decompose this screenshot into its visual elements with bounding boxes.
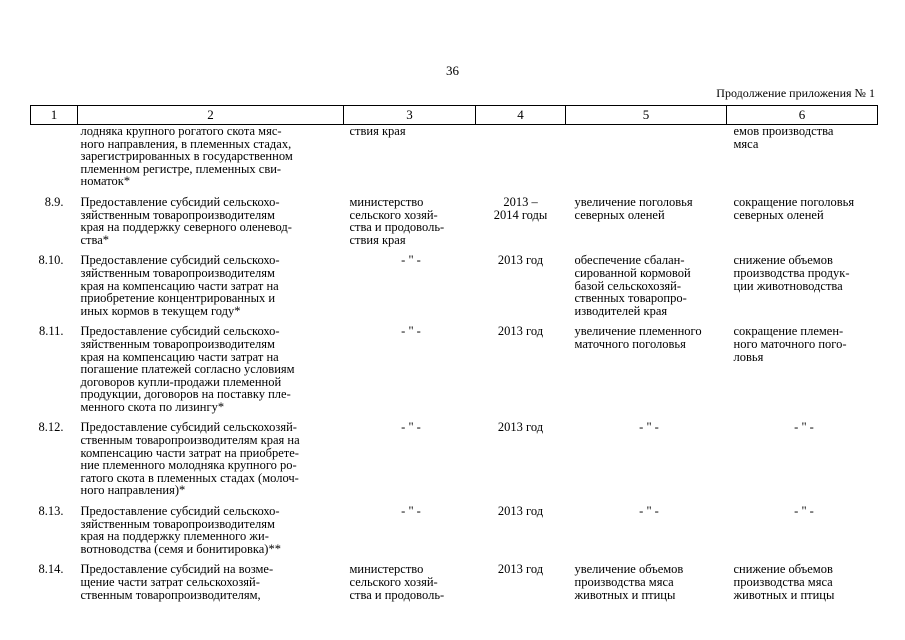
table-row: [31, 325, 878, 421]
column-header: 3: [344, 106, 476, 125]
text-line: зяйственным товаропроизводителям: [80, 265, 275, 280]
cell-period: [476, 254, 566, 325]
column-header: 5: [566, 106, 727, 125]
cell-consequence: [727, 421, 878, 505]
text-line: края на поддержку племенного жи-: [80, 529, 269, 544]
text-line: - " -: [794, 420, 814, 435]
text-line: северных оленей: [574, 207, 665, 222]
text-line: - " -: [639, 504, 659, 519]
text-line: снижение объемов: [733, 253, 833, 268]
text-line: зяйственным товаропроизводителям: [80, 516, 275, 531]
text-line: - " -: [401, 504, 421, 519]
cell-result: [566, 505, 727, 563]
text-line: племенном регистре, племенных сви-: [80, 161, 282, 176]
text-line: Предоставление субсидий на возме-: [80, 562, 274, 577]
column-header: 4: [476, 106, 566, 125]
text-line: маточного поголовья: [574, 336, 686, 351]
text-line: гатого скота в племенных стадах (молоч-: [80, 470, 299, 485]
cell-executor: [344, 563, 476, 609]
cell-item-number: 8.11.: [38, 324, 64, 339]
text-line: ние племенного молодняка крупного ро-: [80, 458, 297, 473]
table-row: [31, 254, 878, 325]
cell-result: [566, 563, 727, 609]
text-line: ции животноводства: [733, 278, 843, 293]
cell-consequence: [727, 254, 878, 325]
text-line: ственным товаропроизводителям,: [80, 587, 261, 602]
table-header: [31, 106, 878, 125]
text-line: производства мяса: [574, 575, 674, 589]
text-line: увеличение объемов: [574, 562, 684, 577]
text-line: ства*: [80, 232, 110, 247]
cell-executor: [344, 196, 476, 254]
cell-consequence: [727, 325, 878, 421]
cell-period: [476, 563, 566, 609]
text-line: животных и птицы: [733, 587, 835, 602]
text-line: Предоставление субсидий сельскохо-: [80, 194, 280, 209]
cell-item-number: 8.13.: [38, 504, 64, 519]
text-line: номаток*: [80, 174, 131, 189]
text-line: вотноводства (семя и бонитировка)**: [80, 541, 281, 556]
text-line: 2013 год: [497, 253, 544, 268]
cell-result: [566, 421, 727, 505]
cell-result: [566, 125, 727, 196]
text-line: сокращение поголовья: [733, 194, 855, 209]
cell-period: [476, 125, 566, 196]
cell-item-number: 8.9.: [44, 194, 64, 209]
cell-consequence: [727, 505, 878, 563]
text-line: - " -: [794, 504, 814, 519]
cell-measure: [78, 563, 344, 609]
text-line: лодняка крупного рогатого скота мяс-: [80, 124, 282, 138]
cell-result: [566, 325, 727, 421]
text-line: ственным товаропроизводителям края на: [80, 433, 300, 448]
text-line: сельского хозяй-: [349, 207, 438, 222]
text-line: мяса: [733, 136, 759, 151]
text-line: ствия края: [349, 232, 406, 247]
cell-measure: [78, 254, 344, 325]
cell-executor: [344, 421, 476, 505]
column-header: 2: [78, 106, 344, 125]
text-line: сокращение племен-: [733, 324, 844, 339]
cell-period: [476, 325, 566, 421]
cell-period: [476, 505, 566, 563]
cell-item-number: 8.14.: [38, 562, 64, 577]
text-line: сельского хозяй-: [349, 575, 438, 589]
text-line: животных и птицы: [574, 587, 676, 602]
text-line: ного маточного пого-: [733, 336, 847, 351]
text-line: изводителей края: [574, 303, 668, 318]
cell-executor: [344, 254, 476, 325]
text-line: зарегистрированных в государственном: [80, 149, 293, 164]
table-row: [31, 421, 878, 505]
text-line: сированной кормовой: [574, 265, 691, 280]
text-line: края на компенсацию части затрат на: [80, 278, 279, 293]
text-line: 2014 годы: [493, 207, 548, 222]
column-header: 1: [31, 106, 78, 125]
text-line: компенсацию части затрат на приобрете-: [80, 445, 299, 460]
text-line: погашение платежей согласно условиям: [80, 362, 295, 377]
text-line: края на компенсацию части затрат на: [80, 349, 279, 364]
text-line: договоров купли-продажи племенной: [80, 374, 282, 389]
cell-result: [566, 196, 727, 254]
text-line: - " -: [639, 420, 659, 435]
text-line: базой сельскохозяй-: [574, 278, 682, 293]
cell-period: [476, 421, 566, 505]
text-line: ственных товаропро-: [574, 291, 687, 306]
text-line: министерство: [349, 194, 424, 209]
text-line: ства и продоволь-: [349, 587, 445, 602]
cell-item-number: [31, 125, 78, 196]
table-body: [31, 125, 878, 610]
column-header: 6: [727, 106, 878, 125]
table-row: [31, 125, 878, 196]
text-line: министерство: [349, 562, 424, 577]
text-line: 2013 год: [497, 420, 544, 435]
cell-measure: [78, 505, 344, 563]
cell-period: [476, 196, 566, 254]
text-line: ствия края: [349, 124, 406, 138]
cell-consequence: [727, 196, 878, 254]
text-line: Предоставление субсидий сельскохо-: [80, 324, 280, 339]
appendix-table: [30, 105, 878, 609]
table-row: [31, 563, 878, 609]
text-line: края на поддержку северного оленевод-: [80, 220, 292, 235]
text-line: щение части затрат сельскохозяй-: [80, 575, 260, 589]
text-line: увеличение поголовья: [574, 194, 693, 209]
text-line: 2013 –: [503, 194, 538, 209]
text-line: увеличение племенного: [574, 324, 702, 339]
table-row: [31, 505, 878, 563]
cell-measure: [78, 196, 344, 254]
cell-consequence: [727, 125, 878, 196]
text-line: приобретение концентрированных и: [80, 291, 276, 306]
text-line: ловья: [733, 349, 764, 364]
cell-measure: [78, 125, 344, 196]
page-number: 36: [446, 63, 459, 78]
text-line: 2013 год: [497, 324, 544, 339]
text-line: Предоставление субсидий сельскохозяй-: [80, 420, 297, 435]
text-line: снижение объемов: [733, 562, 833, 577]
text-line: ного направления)*: [80, 483, 186, 498]
cell-item-number: 8.10.: [38, 253, 64, 268]
cell-executor: [344, 505, 476, 563]
header-row: [31, 106, 878, 125]
text-line: емов производства: [733, 124, 834, 138]
text-line: 2013 год: [497, 504, 544, 519]
text-line: Предоставление субсидий сельскохо-: [80, 504, 280, 519]
text-line: ного направления, в племенных стадах,: [80, 136, 292, 151]
cell-item-number: 8.12.: [38, 420, 64, 435]
text-line: - " -: [401, 420, 421, 435]
cell-measure: [78, 421, 344, 505]
text-line: менного скота по лизингу*: [80, 399, 225, 414]
cell-measure: [78, 325, 344, 421]
continuation-label: Продолжение приложения № 1: [716, 86, 875, 100]
cell-executor: [344, 325, 476, 421]
text-line: производства мяса: [733, 575, 833, 589]
cell-consequence: [727, 563, 878, 609]
cell-result: [566, 254, 727, 325]
text-line: Предоставление субсидий сельскохо-: [80, 253, 280, 268]
text-line: - " -: [401, 253, 421, 268]
text-line: производства продук-: [733, 265, 850, 280]
text-line: продукции, договоров на поставку пле-: [80, 387, 291, 402]
text-line: северных оленей: [733, 207, 824, 222]
cell-executor: [344, 125, 476, 196]
text-line: обеспечение сбалан-: [574, 253, 685, 268]
text-line: зяйственным товаропроизводителям: [80, 336, 275, 351]
text-line: 2013 год: [497, 562, 544, 577]
text-line: - " -: [401, 324, 421, 339]
text-line: иных кормов в текущем году*: [80, 303, 241, 318]
table-row: [31, 196, 878, 254]
text-line: ства и продоволь-: [349, 220, 445, 235]
text-line: зяйственным товаропроизводителям: [80, 207, 275, 222]
